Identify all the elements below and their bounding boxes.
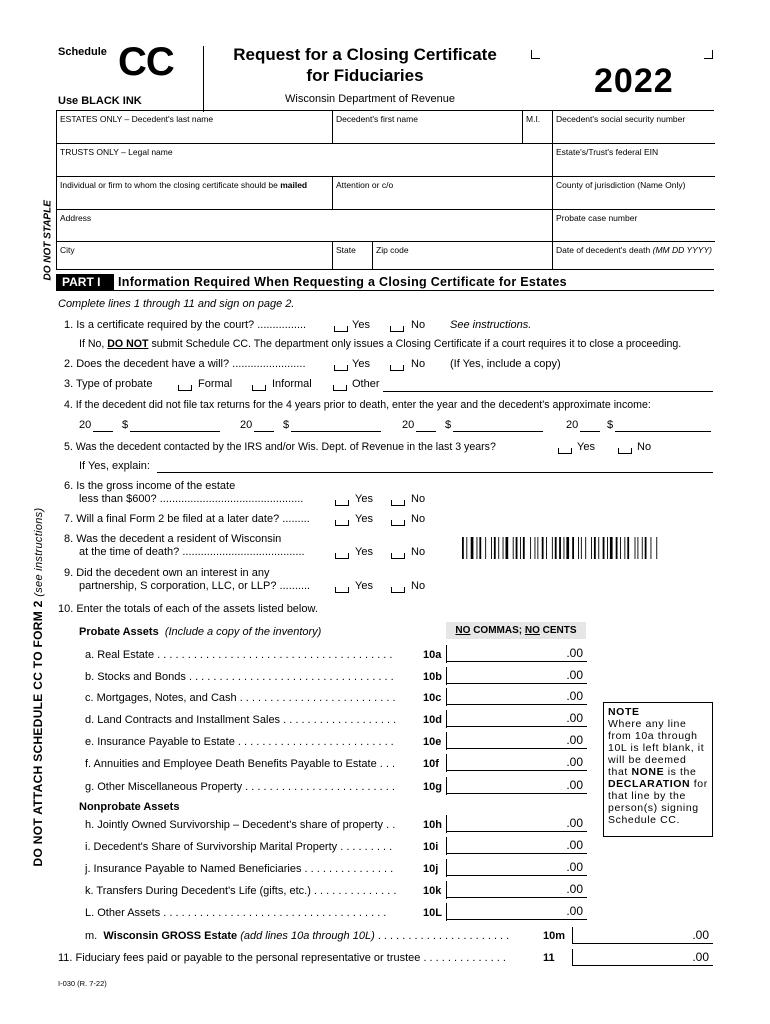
no-commas-banner: NO COMMAS; NO CENTS [446, 622, 586, 639]
identification-grid [56, 110, 714, 270]
line9-no-checkbox[interactable] [391, 587, 405, 593]
income4-dollar: $ [607, 419, 614, 431]
line2-question: 2. Does the decedent have a will? ........................ [64, 358, 306, 370]
line5-yes-label: Yes [577, 441, 595, 453]
formal-checkbox[interactable] [178, 385, 192, 391]
line5-yes-checkbox[interactable] [558, 448, 572, 454]
asset-label: f. Annuities and Employee Death Benefits Payable to Estate . . . [85, 758, 396, 770]
attention-field[interactable]: Attention or c/o [332, 176, 552, 209]
corner-mark-left [531, 50, 540, 59]
year4-prefix: 20 [566, 419, 579, 431]
asset-ref: 10c [423, 692, 442, 704]
asset-ref: 10a [423, 649, 442, 661]
corner-mark-right [704, 50, 713, 59]
city-field[interactable]: City [57, 241, 332, 270]
line5-explain-label: If Yes, explain: [79, 460, 150, 472]
title-line-1: Request for a Closing Certificate [233, 45, 497, 64]
line1-see-instructions: See instructions. [450, 319, 532, 331]
line9-question-a: 9. Did the decedent own an interest in any [64, 567, 270, 579]
death-date-field[interactable]: Date of decedent's death (MM DD YYYY) [552, 241, 715, 270]
line1-yes-checkbox[interactable] [334, 326, 348, 332]
year2-prefix: 20 [240, 419, 253, 431]
line10m-ref: 10m [543, 930, 566, 942]
form-code: I-030 (R. 7-22) [58, 979, 107, 988]
year3-input[interactable] [416, 431, 436, 432]
line6-yes-label: Yes [355, 493, 373, 505]
form-year: 2022 [594, 62, 674, 100]
year1-prefix: 20 [79, 419, 92, 431]
other-checkbox[interactable] [333, 385, 347, 391]
part-rule [56, 290, 714, 291]
asset-ref: 10i [423, 841, 439, 853]
asset-amount[interactable]: .00 [447, 688, 587, 705]
asset-label: a. Real Estate . . . . . . . . . . . . . . . . . . . . . . . . . . . . . . . . . . . . . . . [85, 649, 393, 661]
asset-label: j. Insurance Payable to Named Beneficiaries . . . . . . . . . . . . . . . [85, 863, 394, 875]
line3-question: 3. Type of probate [64, 378, 153, 390]
line7-no-checkbox[interactable] [391, 520, 405, 526]
nonprobate-assets-heading: Nonprobate Assets [79, 801, 180, 813]
line8-no-checkbox[interactable] [391, 553, 405, 559]
line11-amount[interactable]: .00 [573, 949, 713, 966]
other-label: Other [352, 378, 380, 390]
form-barcode [462, 537, 712, 559]
first-name-field[interactable]: Decedent's first name [332, 111, 522, 143]
year2-input[interactable] [254, 431, 274, 432]
line8-question-a: 8. Was the decedent a resident of Wisconsin [64, 533, 282, 545]
line8-no-label: No [411, 546, 426, 558]
asset-ref: 10k [423, 885, 442, 897]
line8-yes-checkbox[interactable] [335, 553, 349, 559]
line10m-amount[interactable]: .00 [573, 927, 713, 944]
income1-input[interactable] [130, 431, 220, 432]
line5-explain-input[interactable] [157, 472, 713, 473]
informal-label: Informal [272, 378, 312, 390]
asset-label: g. Other Miscellaneous Property . . . . . . . . . . . . . . . . . . . . . . . . . [85, 781, 395, 793]
income3-dollar: $ [445, 419, 452, 431]
asset-label: L. Other Assets . . . . . . . . . . . . . . . . . . . . . . . . . . . . . . . . . . . . . [85, 907, 387, 919]
line10m-amount-edge [572, 927, 573, 944]
asset-ref: 10f [423, 758, 439, 770]
line1-no-label: No [411, 319, 426, 331]
asset-amount[interactable]: .00 [447, 777, 587, 794]
asset-label: b. Stocks and Bonds . . . . . . . . . . . . . . . . . . . . . . . . . . . . . . . . . . [85, 671, 394, 683]
line2-no-checkbox[interactable] [390, 365, 404, 371]
part-label: PART I [56, 274, 114, 290]
trust-legal-name-field[interactable]: TRUSTS ONLY – Legal name [57, 143, 552, 176]
do-not-attach-text: DO NOT ATTACH SCHEDULE CC TO FORM 2 (see instructions) [31, 507, 45, 867]
line6-no-checkbox[interactable] [391, 500, 405, 506]
line8-question-b: at the time of death? ........................................ [79, 546, 305, 558]
zip-field[interactable]: Zip code [372, 241, 552, 270]
line9-yes-checkbox[interactable] [335, 587, 349, 593]
address-field[interactable]: Address [57, 209, 552, 241]
income3-input[interactable] [453, 431, 543, 432]
asset-ref: 10g [423, 781, 442, 793]
informal-checkbox[interactable] [252, 385, 266, 391]
title-line-2: for Fiduciaries [306, 66, 424, 85]
ssn-field[interactable]: Decedent's social security number [552, 111, 715, 143]
line6-question-b: less than $600? ............................................... [79, 493, 304, 505]
ink-instruction: Use BLACK INK [58, 95, 142, 107]
estates-last-name-field[interactable]: ESTATES ONLY – Decedent's last name [60, 114, 214, 124]
income1-dollar: $ [122, 419, 129, 431]
line7-question: 7. Will a final Form 2 be filed at a later date? ......... [64, 513, 310, 525]
note-box [603, 702, 713, 837]
middle-initial-field[interactable]: M.I. [522, 111, 552, 143]
line5-question: 5. Was the decedent contacted by the IRS and/or Wis. Dept. of Revenue in the last 3 years? [64, 441, 496, 453]
asset-amount[interactable]: .00 [447, 710, 587, 727]
note-body: Where any line from 10a through 10L is left blank, it will be deemed that NONE is the DECLARATION for that line by the person(s) signing Schedule CC. [608, 718, 708, 826]
line2-note: (If Yes, include a copy) [450, 358, 561, 370]
line9-yes-label: Yes [355, 580, 373, 592]
line6-no-label: No [411, 493, 426, 505]
state-field[interactable]: State [332, 241, 372, 270]
asset-label: h. Jointly Owned Survivorship – Decedent's share of property . . [85, 819, 396, 831]
asset-ref: 10e [423, 736, 442, 748]
asset-amount[interactable]: .00 [447, 837, 587, 854]
line11-ref: 11 [543, 952, 555, 964]
line2-no-label: No [411, 358, 426, 370]
line8-yes-label: Yes [355, 546, 373, 558]
line10m-label: m. Wisconsin GROSS Estate (add lines 10a through 10L) . . . . . . . . . . . . . . . . . . . . . . [85, 930, 510, 942]
asset-amount[interactable]: .00 [447, 732, 587, 749]
year4-input[interactable] [580, 431, 600, 432]
year3-prefix: 20 [402, 419, 415, 431]
asset-amount[interactable]: .00 [447, 667, 587, 684]
asset-label: c. Mortgages, Notes, and Cash . . . . . . . . . . . . . . . . . . . . . . . . . . [85, 692, 396, 704]
line9-no-label: No [411, 580, 426, 592]
asset-ref: 10b [423, 671, 442, 683]
asset-ref: 10h [423, 819, 442, 831]
do-not-staple-text: DO NOT STAPLE [42, 200, 54, 281]
income2-input[interactable] [291, 431, 381, 432]
asset-label: e. Insurance Payable to Estate . . . . . . . . . . . . . . . . . . . . . . . . . . [85, 736, 394, 748]
year1-input[interactable] [93, 431, 113, 432]
other-input[interactable] [383, 391, 713, 392]
income2-dollar: $ [283, 419, 290, 431]
part-title: Information Required When Requesting a Closing Certificate for Estates [118, 275, 567, 289]
asset-label: i. Decedent's Share of Survivorship Marital Property . . . . . . . . . [85, 841, 393, 853]
part-instructions: Complete lines 1 through 11 and sign on page 2. [58, 298, 295, 310]
line6-yes-checkbox[interactable] [335, 500, 349, 506]
line1-note: If No, DO NOT submit Schedule CC. The department only issues a Closing Certificate if a court requires it to close a proceeding. [79, 338, 682, 350]
line7-no-label: No [411, 513, 426, 525]
asset-amount[interactable]: .00 [447, 645, 587, 662]
line4-question: 4. If the decedent did not file tax returns for the 4 years prior to death, enter the year and the decedent's approximate income: [64, 399, 651, 411]
line11-amount-edge [572, 949, 573, 966]
form-title [210, 44, 520, 86]
asset-ref: 10j [423, 863, 439, 875]
line9-question-b: partnership, S corporation, LLC, or LLP? .......... [79, 580, 311, 592]
probate-assets-heading: Probate Assets (Include a copy of the inventory) [79, 626, 322, 638]
department-name: Wisconsin Department of Revenue [285, 93, 455, 105]
line6-question-a: 6. Is the gross income of the estate [64, 480, 236, 492]
ein-field[interactable]: Estate's/Trust's federal EIN [552, 143, 715, 176]
income4-input[interactable] [615, 431, 711, 432]
asset-amount[interactable]: .00 [447, 815, 587, 832]
line1-no-checkbox[interactable] [390, 326, 404, 332]
line2-yes-label: Yes [352, 358, 370, 370]
asset-ref: 10d [423, 714, 442, 726]
mail-to-field[interactable]: Individual or firm to whom the closing certificate should be mailed [57, 176, 332, 209]
line7-yes-label: Yes [355, 513, 373, 525]
asset-amount[interactable]: .00 [447, 881, 587, 898]
schedule-label: Schedule [58, 46, 107, 58]
line1-question: 1. Is a certificate required by the court? ................ [64, 319, 307, 331]
line5-no-label: No [637, 441, 652, 453]
county-field[interactable]: County of jurisdiction (Name Only) [552, 176, 715, 209]
line7-yes-checkbox[interactable] [335, 520, 349, 526]
asset-ref: 10L [423, 907, 442, 919]
line2-yes-checkbox[interactable] [334, 365, 348, 371]
asset-amount[interactable]: .00 [447, 754, 587, 771]
line1-yes-label: Yes [352, 319, 370, 331]
schedule-code: CC [118, 40, 174, 84]
asset-amount[interactable]: .00 [447, 859, 587, 876]
note-title: NOTE [608, 706, 640, 718]
asset-label: d. Land Contracts and Installment Sales . . . . . . . . . . . . . . . . . . . [85, 714, 397, 726]
probate-case-field[interactable]: Probate case number [552, 209, 715, 241]
line10-instruction: 10. Enter the totals of each of the assets listed below. [58, 603, 318, 615]
header-divider [203, 46, 204, 112]
line5-no-checkbox[interactable] [618, 448, 632, 454]
formal-label: Formal [198, 378, 233, 390]
line11-label: 11. Fiduciary fees paid or payable to the personal representative or trustee . . . . . . . . . . . . . . [58, 952, 506, 964]
asset-label: k. Transfers During Decedent's Life (gifts, etc.) . . . . . . . . . . . . . . [85, 885, 397, 897]
asset-amount[interactable]: .00 [447, 903, 587, 920]
